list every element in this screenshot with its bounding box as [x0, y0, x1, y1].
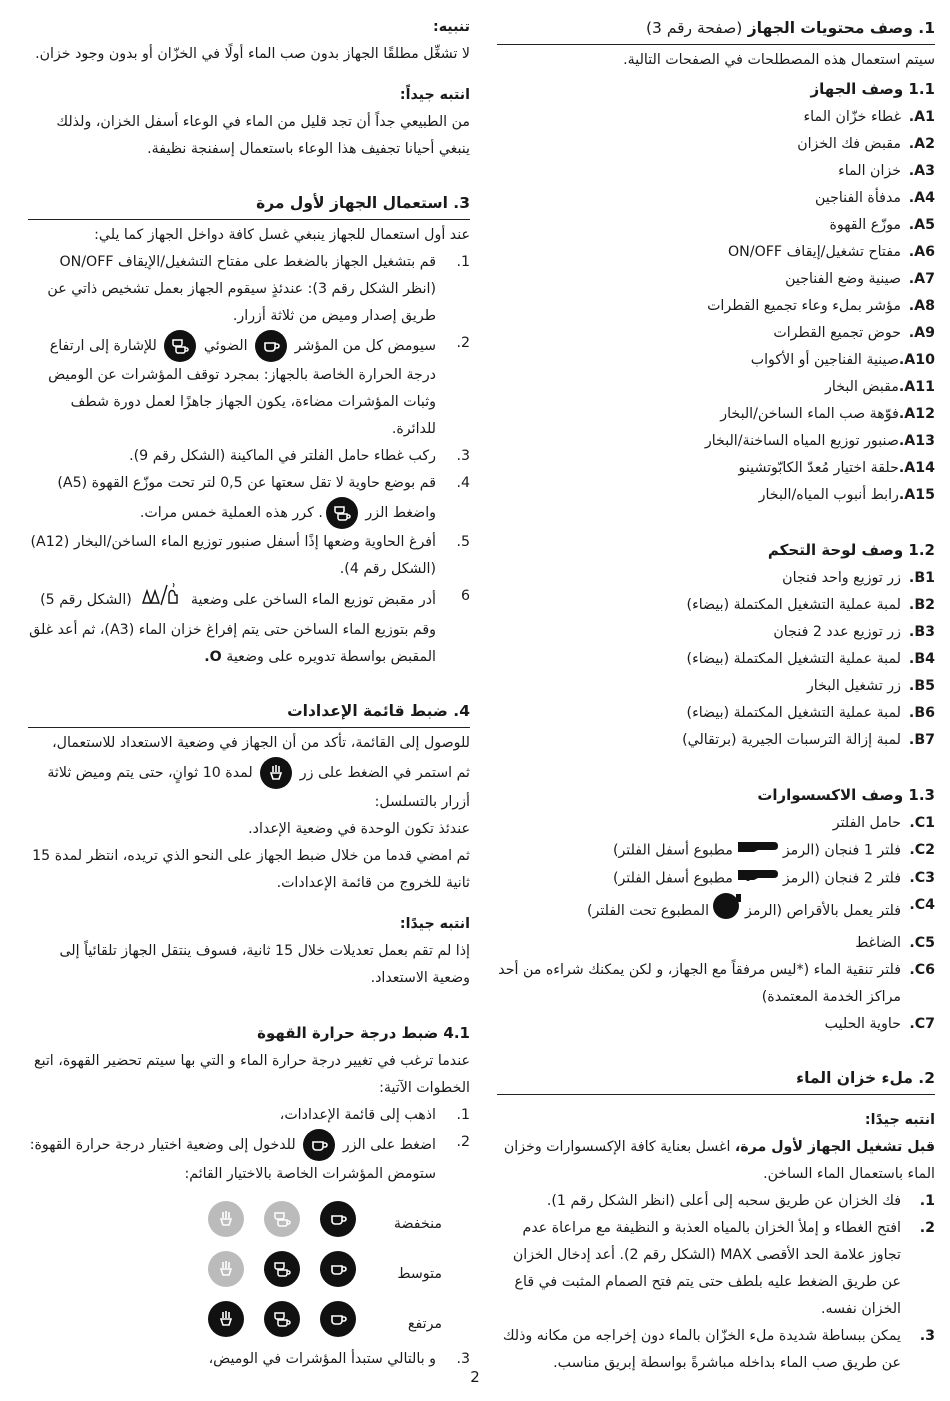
temperature-row: [28, 1246, 470, 1292]
list-item: B5. زر تشغيل البخار: [806, 678, 935, 694]
steam-icon: [208, 1301, 244, 1337]
list-item: A9. حوض تجميع القطرات: [773, 325, 935, 341]
section-4-p2: ثم استمر في الضغط على زر لمدة 10 ثوانٍ، حتى يتم وميض ثلاثة أزرار بالتسلسل:: [28, 757, 470, 816]
one-cup-icon: [320, 1251, 356, 1287]
temperature-label: منخفضة: [393, 1215, 442, 1232]
list-item: 3. يمكن ببساطة شديدة ملء الخزّان بالماء دون إخراجه من مكانه وذلك عن طريق صب الماء بداخله مباشرةً بواسطة إبريق مناسب.: [502, 1328, 935, 1371]
list-item: B3. زر توزيع عدد 2 فنجان: [773, 624, 935, 640]
device-list: [497, 104, 935, 509]
section-2-steps: [497, 1188, 935, 1377]
filter-symbol-icon: [736, 865, 780, 892]
section-4-1-title: 4.1 ضبط درجة حرارة القهوة: [257, 1024, 470, 1042]
list-item: A6. مفتاح تشغيل/إيقاف ON/OFF: [728, 244, 935, 260]
list-item: B7. لمبة إزالة الترسبات الجيرية (برتقالي): [682, 732, 935, 748]
list-item: A15. رابط أنبوب المياه/البخار: [758, 487, 935, 503]
list-item: 2. افتح الغطاء و إملأ الخزان بالمياه العذبة و النظيفة مع مراعاة عدم تجاوز علامة الحد الأقصى MAX (الشكل رقم 2). أعد إدخال الخزان عن طريق الضغط عليه بلطف حتى يتم فتح الصمام المثبت في قاع الخزان نفسه.: [512, 1220, 935, 1317]
list-item: A2. مقبض فك الخزان: [797, 136, 935, 152]
list-item: A13. صنبور توزيع المياه الساخنة/البخار: [704, 433, 935, 449]
two-cups-icon: [264, 1251, 300, 1287]
section-3-step-5: 5. أفرغ الحاوية وضعها إذًا أسفل صنبور توزيع الماء الساخن/البخار (A12) (الشكل رقم 4).: [30, 534, 470, 577]
section-4-1-step-3: 3. و بالتالي ستبدأ المؤشرات في الوميض،: [208, 1351, 470, 1367]
note-1-text: من الطبيعي جداً أن تجد قليل من الماء في الوعاء أسفل الخزان، ولذلك ينبغي أحيانا تجفيف هذا الوعاء باستعمال إسفنجة نظيفة.: [56, 114, 470, 157]
temperature-row: [28, 1296, 470, 1342]
section-3-title: 3. استعمال الجهاز لأول مرة: [28, 189, 470, 220]
steam-icon: [208, 1251, 244, 1287]
accessories-list: [497, 810, 935, 1038]
section-3-step-3: 3. ركب غطاء حامل الفلتر في الماكينة (الشكل رقم 9).: [129, 448, 470, 464]
accessory-item: C5. الضاغط: [855, 935, 935, 951]
section-2-note-title: انتبه جيدًا:: [864, 1112, 935, 1128]
accessory-item: C7. حاوية الحليب: [824, 1016, 935, 1032]
one-cup-icon: [320, 1301, 356, 1337]
list-item: A14. حلقة اختيار مُعدّ الكابّوتشينو: [738, 460, 935, 476]
section-4-p1: للوصول إلى القائمة، تأكد من أن الجهاز في وضعية الاستعداد للاستعمال،: [52, 735, 470, 751]
list-item: 1. فك الخزان عن طريق سحبه إلى أعلى (انظر الشكل رقم 1).: [546, 1193, 935, 1209]
section-1-3-title: 1.3 وصف الاكسسوارات: [757, 786, 935, 804]
temperature-label: متوسط: [397, 1265, 442, 1282]
panel-list: [497, 565, 935, 754]
two-cups-icon: [264, 1201, 300, 1237]
list-item: A8. مؤشر بملء وعاء تجميع القطرات: [707, 298, 935, 314]
section-3-step-2: 2. سيومض كل من المؤشر الضوئي للإشارة إلى ارتفاع درجة الحرارة الخاصة بالجهاز: بمجرد توقف المؤشرات عن الوميض وثبات المؤشرات مضاءة، يكون الجهاز جاهزًا لعمل دورة شطف للدائرة.: [28, 330, 470, 443]
warning-title: تنبيه:: [433, 19, 470, 35]
pod-filter-symbol-icon: [712, 892, 742, 930]
list-item: B1. زر توزيع واحد فنجان: [782, 570, 935, 586]
temperature-indicators: [28, 1196, 470, 1342]
accessory-item: C6. فلتر تنقية الماء (*ليس مرفقاً مع الجهاز، و لكن يمكنك شراءه من أحد مراكز الخدمة المعتمدة): [498, 962, 935, 1005]
accessory-item: C4. فلتر يعمل بالأقراص (الرمزالمطبوع تحت الفلتر): [497, 892, 935, 930]
note-1-title: انتبه جيداً:: [399, 87, 470, 103]
section-3-step-4: 4. قم بوضع حاوية لا تقل سعتها عن 0,5 لتر تحت موزّع القهوة (A5) واضغط الزر . كرر هذه العملية خمس مرات.: [28, 470, 470, 529]
section-3-step-1: 1. قم بتشغيل الجهاز بالضغط على مفتاح التشغيل/الإيقاف ON/OFF (انظر الشكل رقم 3): عندئذٍ سيقوم الجهاز بعمل تشخيص ذاتي عن طريق إصدار وميض من ثلاثة أزرار.: [47, 254, 470, 324]
temperature-label: مرتفع: [407, 1315, 442, 1332]
section-4-title: 4. ضبط قائمة الإعدادات: [28, 697, 470, 728]
steam-icon: [260, 757, 292, 789]
left-column: [28, 14, 470, 1373]
filter-symbol-icon: [736, 837, 780, 864]
list-item: A4. مدفأة الفناجين: [815, 190, 935, 206]
section-2-title: 2. ملء خزان الماء: [497, 1064, 935, 1095]
accessory-item: C3. فلتر 2 فنجان (الرمزمطبوع أسفل الفلتر): [497, 865, 935, 893]
section-4-1-step-1: 1. اذهب إلى قائمة الإعدادات،: [279, 1107, 470, 1123]
section-3-step-6: 6 أدر مقبض توزيع الماء الساخن على وضعية (الشكل رقم 5) وقم بتوزيع الماء الساخن حتى يتم إفراغ خزان الماء (A3)، ثم أعد غلق المقبض بواسطة تدويره على وضعية O.: [28, 583, 470, 671]
one-cup-icon: [303, 1129, 335, 1161]
section-1-2-title: 1.2 وصف لوحة التحكم: [767, 541, 935, 559]
one-cup-icon: [255, 330, 287, 362]
section-1-1-title: 1.1 وصف الجهاز: [810, 80, 935, 98]
accessory-item: C2. فلتر 1 فنجان (الرمزمطبوع أسفل الفلتر): [497, 837, 935, 865]
note-2-text: إذا لم تقم بعمل تعديلات خلال 15 ثانية، فسوف ينتقل الجهاز تلقائياً إلى وضعية الاستعداد.: [59, 943, 470, 986]
section-1-title: 1. وصف محتويات الجهاز (صفحة رقم 3): [497, 14, 935, 45]
section-4-p4: ثم امضي قدما من خلال ضبط الجهاز على النحو الذي تريده، انتظر لمدة 15 ثانية للخروج من قائمة الإعدادات.: [32, 848, 470, 891]
steam-icon: [208, 1201, 244, 1237]
list-item: B6. لمبة عملية التشغيل المكتملة (بيضاء): [686, 705, 935, 721]
one-cup-icon: [320, 1201, 356, 1237]
page-number: 2: [470, 1368, 480, 1386]
list-item: A11. مقبض البخار: [825, 379, 935, 395]
two-cups-icon: [164, 330, 196, 362]
steam-hot-water-icon: [139, 583, 183, 617]
section-3-intro: عند أول استعمال للجهاز ينبغي غسل كافة دواخل الجهاز كما يلي:: [94, 227, 470, 243]
list-item: A1. غطاء خزّان الماء: [803, 109, 935, 125]
list-item: B2. لمبة عملية التشغيل المكتملة (بيضاء): [686, 597, 935, 613]
list-item: B4. لمبة عملية التشغيل المكتملة (بيضاء): [686, 651, 935, 667]
section-1-intro: سيتم استعمال هذه المصطلحات في الصفحات التالية.: [623, 52, 935, 68]
section-4-1-step-2: 2. اضغط على الزر للدخول إلى وضعية اختيار درجة حرارة القهوة: ستومض المؤشرات الخاصة بالاختيار القائم:: [28, 1129, 470, 1188]
section-4-p3: عندئذ تكون الوحدة في وضعية الإعداد.: [248, 821, 470, 837]
temperature-row: [28, 1196, 470, 1242]
section-4-1-intro: عندما ترغب في تغيير درجة حرارة الماء و التي بها سيتم تحضير القهوة، اتبع الخطوات الآتية:: [34, 1053, 470, 1096]
right-column: [497, 14, 935, 1377]
list-item: A3. خزان الماء: [838, 163, 935, 179]
two-cups-icon: [326, 497, 358, 529]
list-item: A7. صينية وضع الفناجين: [785, 271, 935, 287]
list-item: A12. فوّهة صب الماء الساخن/البخار: [720, 406, 935, 422]
section-2-note: قبل تشغيل الجهاز لأول مرة، اغسل بعناية كافة الإكسسوارات وخزان الماء باستعمال الماء الساخن.: [503, 1139, 935, 1182]
list-item: A5. موزّع القهوة: [829, 217, 935, 233]
list-item: A10. صينية الفناجين أو الأكواب: [750, 352, 935, 368]
two-cups-icon: [264, 1301, 300, 1337]
accessory-item: C1. حامل الفلتر: [832, 815, 935, 831]
warning-text: لا تشغِّل مطلقًا الجهاز بدون صب الماء أولًا في الخزّان أو بدون وجود خزان.: [35, 46, 470, 62]
note-2-title: انتبه جيدًا:: [399, 916, 470, 932]
